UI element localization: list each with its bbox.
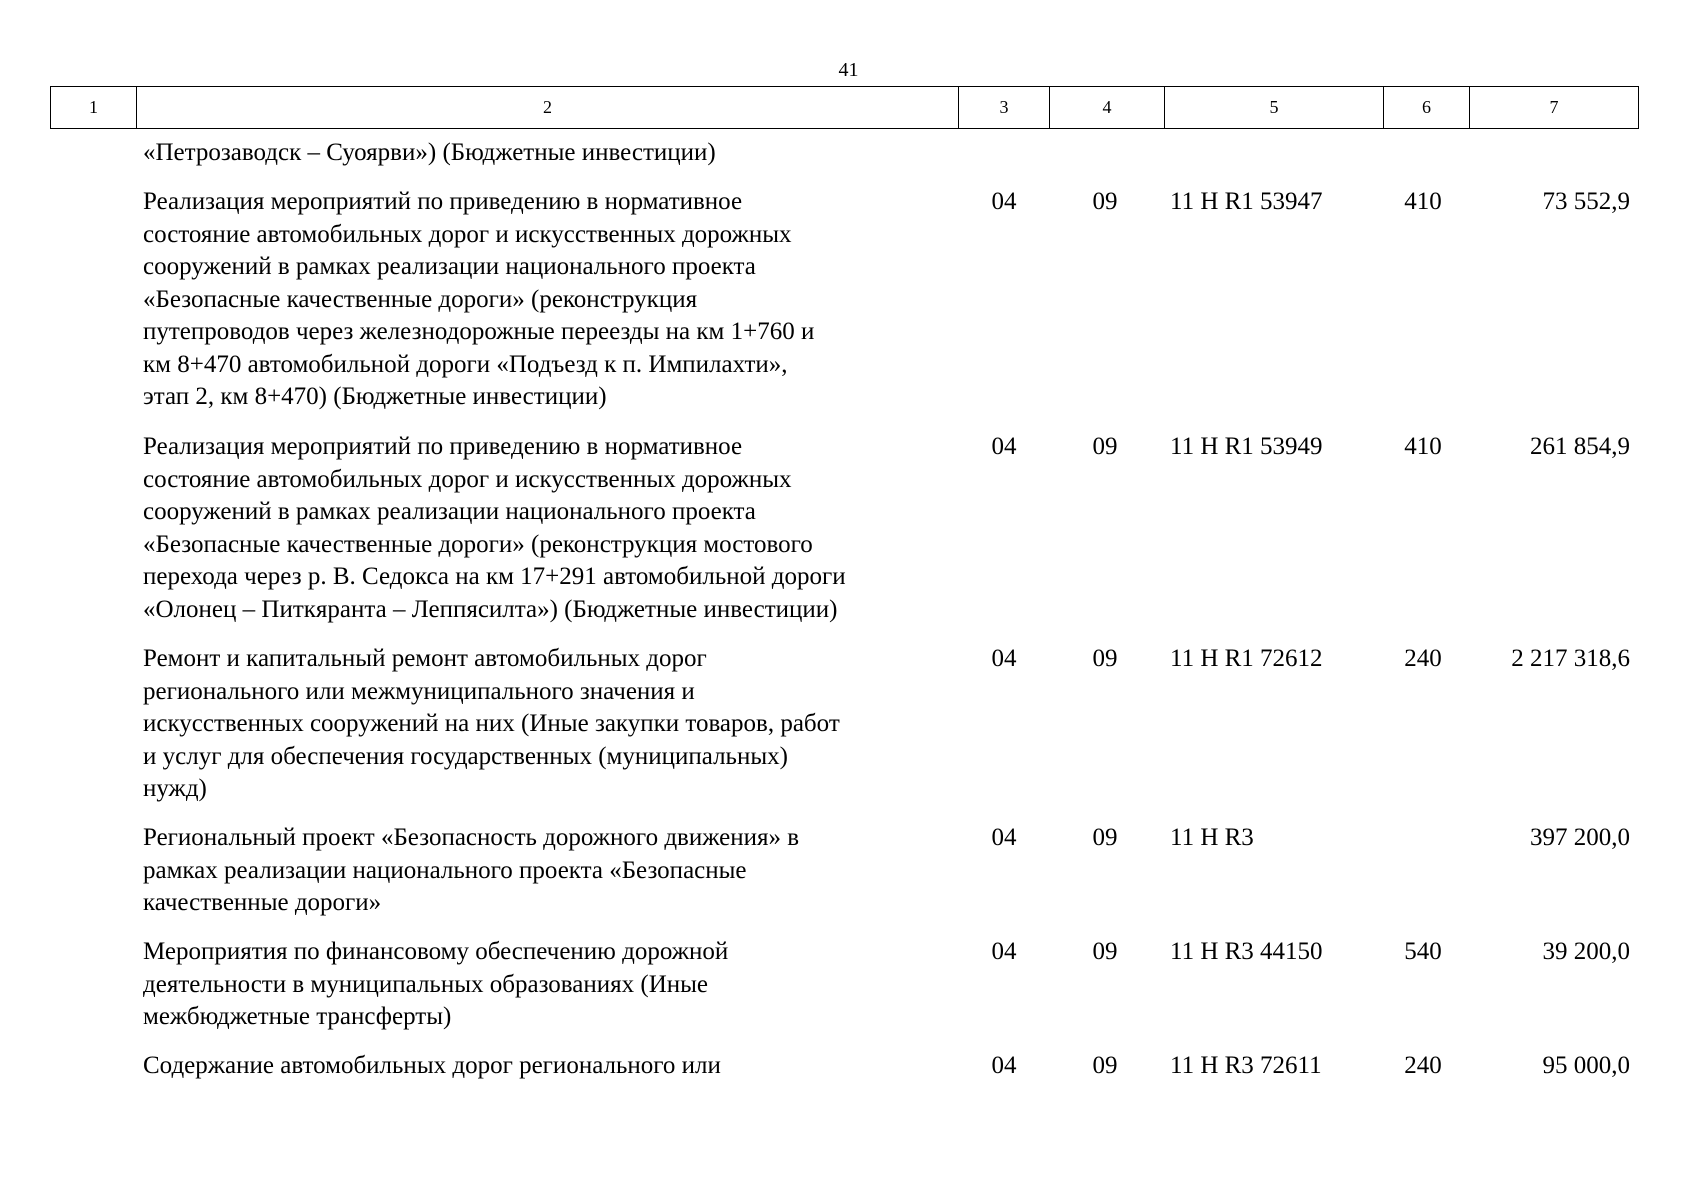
column-number-1: 1 bbox=[51, 87, 137, 129]
item-description: Реализация мероприятий по приведению в нормативное состояние автомобильных дорог и искусственных дорожных сооружений в рамках реализации национального проекта «Безопасные качественные дороги» (реконструкция путепроводов через железнодорожные переезды на км 1+760 и км 8+470 автомобильной дороги «Подъезд к п. Импилахти», этап 2, км 8+470) (Бюджетные инвестиции) bbox=[143, 188, 815, 410]
column-header-table bbox=[50, 86, 1639, 129]
subsection-code: 09 bbox=[1092, 645, 1118, 672]
amount: 397 200,0 bbox=[1530, 824, 1630, 851]
expense-type-code: 240 bbox=[1404, 1052, 1442, 1079]
column-number-3: 3 bbox=[959, 87, 1050, 129]
item-description: Реализация мероприятий по приведению в нормативное состояние автомобильных дорог и искусственных дорожных сооружений в рамках реализации национального проекта «Безопасные качественные дороги» (реконструкция мостового перехода через р. В. Седокса на км 17+291 автомобильной дороги «Олонец – Питкяранта – Леппясилта») (Бюджетные инвестиции) bbox=[143, 433, 846, 623]
item-description: Ремонт и капитальный ремонт автомобильных дорог регионального или межмуниципального значения и искусственных сооружений на них (Иные закупки товаров, работ и услуг для обеспечения государственных (муниципальных) нужд) bbox=[143, 645, 840, 802]
column-number-5: 5 bbox=[1165, 87, 1384, 129]
page-number: 41 bbox=[838, 59, 859, 81]
subsection-code: 09 bbox=[1092, 433, 1118, 460]
section-code: 04 bbox=[991, 188, 1017, 215]
section-code: 04 bbox=[991, 938, 1017, 965]
subsection-code: 09 bbox=[1092, 1052, 1118, 1079]
amount: 95 000,0 bbox=[1542, 1052, 1630, 1079]
column-number-6: 6 bbox=[1384, 87, 1470, 129]
column-number-7: 7 bbox=[1470, 87, 1639, 129]
amount: 261 854,9 bbox=[1530, 433, 1630, 460]
section-code: 04 bbox=[991, 433, 1017, 460]
amount: 2 217 318,6 bbox=[1511, 645, 1630, 672]
subsection-code: 09 bbox=[1092, 188, 1118, 215]
subsection-code: 09 bbox=[1092, 824, 1118, 851]
target-article-code: 11 Н R3 bbox=[1170, 824, 1254, 851]
target-article-code: 11 Н R1 53947 bbox=[1170, 188, 1323, 215]
target-article-code: 11 Н R3 72611 bbox=[1170, 1052, 1322, 1079]
item-description: Содержание автомобильных дорог регионального или bbox=[143, 1052, 721, 1079]
target-article-code: 11 Н R3 44150 bbox=[1170, 938, 1323, 965]
amount: 73 552,9 bbox=[1542, 188, 1630, 215]
item-description: Мероприятия по финансовому обеспечению дорожной деятельности в муниципальных образованиях (Иные межбюджетные трансферты) bbox=[143, 938, 729, 1030]
section-code: 04 bbox=[991, 645, 1017, 672]
section-code: 04 bbox=[991, 824, 1017, 851]
item-description: Региональный проект «Безопасность дорожного движения» в рамках реализации национального проекта «Безопасные качественные дороги» bbox=[143, 824, 800, 916]
section-code: 04 bbox=[991, 1052, 1017, 1079]
item-description: «Петрозаводск – Суоярви») (Бюджетные инвестиции) bbox=[143, 139, 716, 166]
amount: 39 200,0 bbox=[1542, 938, 1630, 965]
expense-type-code: 410 bbox=[1404, 433, 1442, 460]
expense-type-code: 240 bbox=[1404, 645, 1442, 672]
expense-type-code: 410 bbox=[1404, 188, 1442, 215]
expense-type-code: 540 bbox=[1404, 938, 1442, 965]
column-number-4: 4 bbox=[1050, 87, 1165, 129]
column-number-2: 2 bbox=[137, 87, 959, 129]
target-article-code: 11 Н R1 72612 bbox=[1170, 645, 1323, 672]
target-article-code: 11 Н R1 53949 bbox=[1170, 433, 1323, 460]
subsection-code: 09 bbox=[1092, 938, 1118, 965]
column-number-row bbox=[51, 87, 1639, 129]
